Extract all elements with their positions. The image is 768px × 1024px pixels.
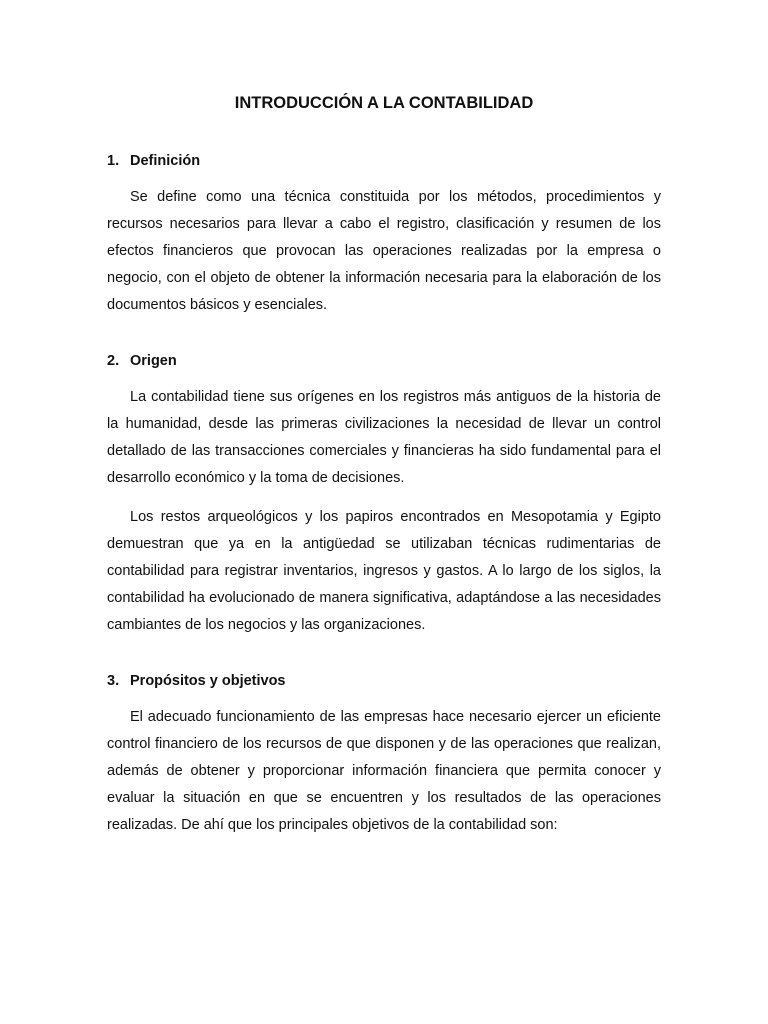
document-title: INTRODUCCIÓN A LA CONTABILIDAD [234, 94, 534, 112]
section-heading-propositos [107, 671, 661, 691]
section-number: 1. [107, 153, 120, 169]
section-heading-definicion [107, 151, 661, 171]
paragraph-propositos: El adecuado funcionamiento de las empresas hace necesario ejercer un eficiente control financiero de los recursos de que disponen y de las operaciones que realizan, además de obtener y proporcionar información financiera que permita conocer y evaluar la situación en que se encuentren y los resultados de las operaciones realizadas. De ahí que los principales objetivos de la contabilidad son: [107, 709, 661, 833]
paragraph-definicion: Se define como una técnica constituida por los métodos, procedimientos y recursos necesarios para llevar a cabo el registro, clasificación y resumen de los efectos financieros que provocan las operaciones realizadas por la empresa o negocio, con el objeto de obtener la información necesaria para la elaboración de los documentos básicos y esenciales. [107, 189, 661, 313]
paragraph-origen-2: Los restos arqueológicos y los papiros encontrados en Mesopotamia y Egipto demuestran que ya en la antigüedad se utilizaban técnicas rudimentarias de contabilidad para registrar inventarios, ingresos y gastos. A lo largo de los siglos, la contabilidad ha evolucionado de manera significativa, adaptándose a las necesidades cambiantes de los negocios y las organizaciones. [107, 509, 661, 633]
section-number: 3. [107, 673, 120, 689]
section-title: Definición [130, 153, 201, 169]
paragraph-origen-1: La contabilidad tiene sus orígenes en los registros más antiguos de la historia de la humanidad, desde las primeras civilizaciones la necesidad de llevar un control detallado de las transacciones comerciales y financieras ha sido fundamental para el desarrollo económico y la toma de decisiones. [107, 389, 661, 486]
section-number: 2. [107, 353, 120, 369]
section-title: Propósitos y objetivos [130, 673, 286, 689]
section-heading-origen [107, 351, 661, 371]
section-title: Origen [130, 353, 177, 369]
